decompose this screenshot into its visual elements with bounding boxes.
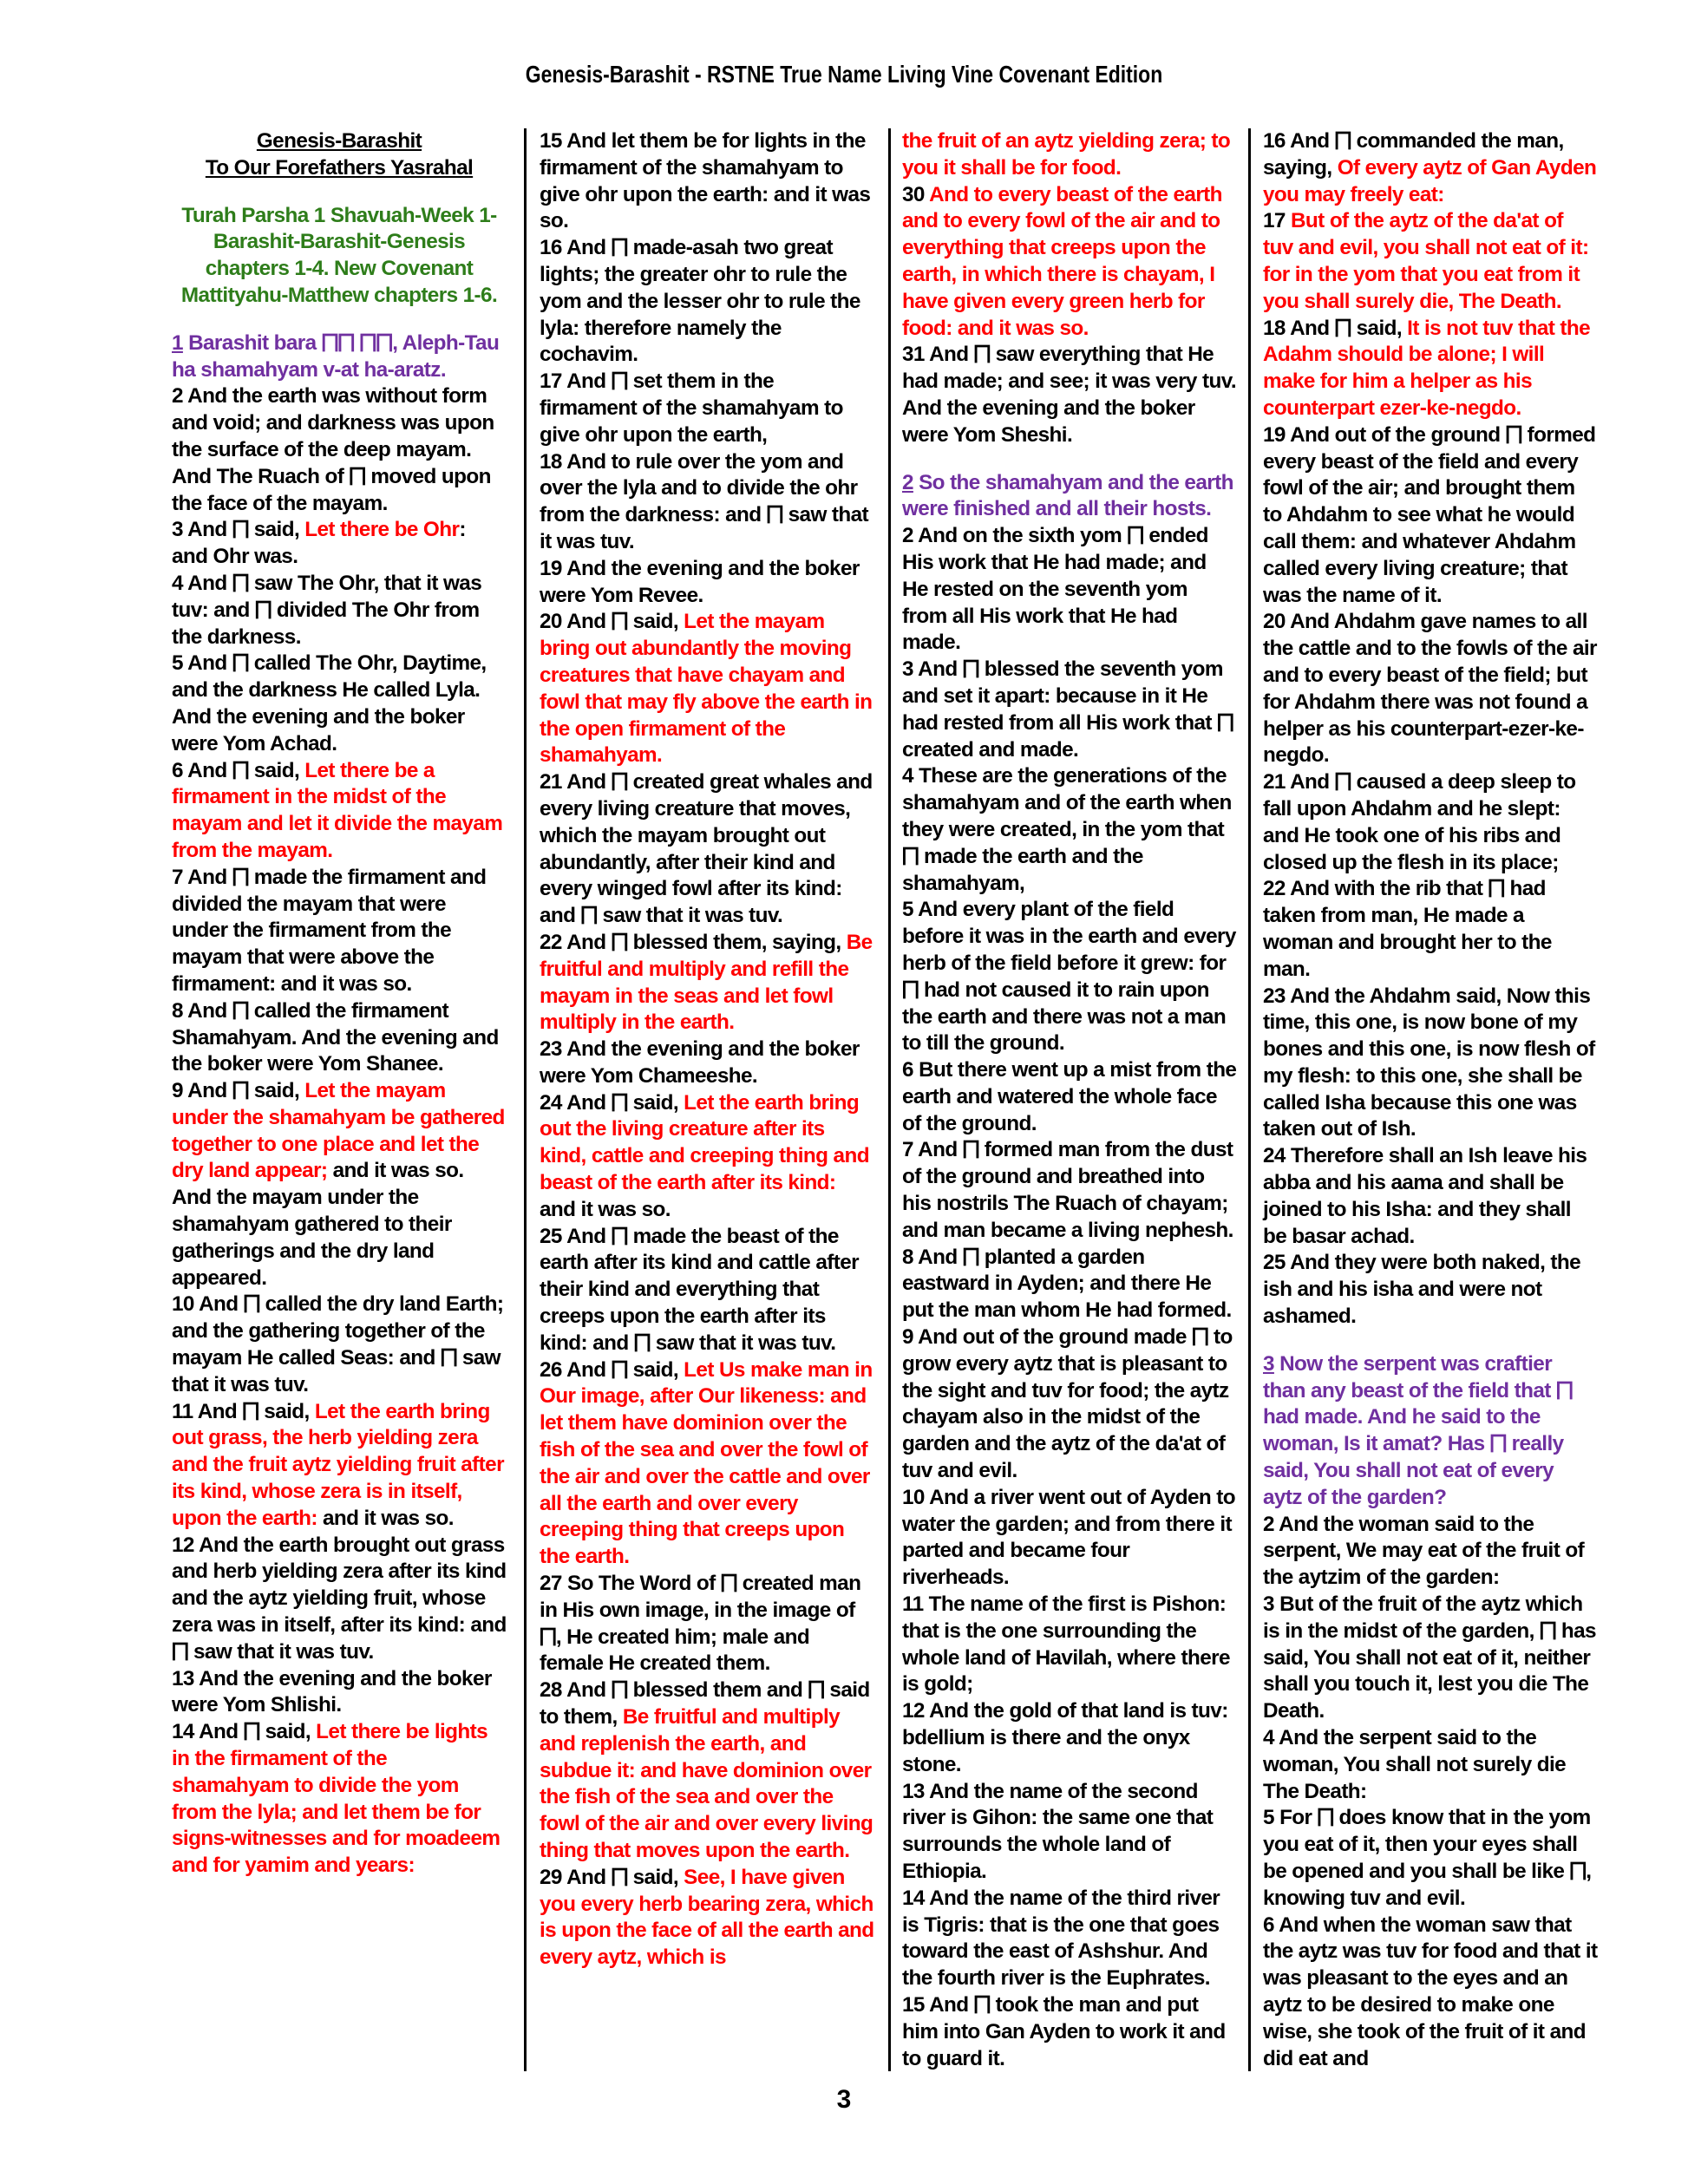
verse-text: 20 And ⨅ said, bbox=[540, 610, 684, 634]
verse: 3 And ⨅ blessed the seventh yom and set it apart: because in it He had rested from all His work that ⨅ created and made. bbox=[902, 657, 1233, 762]
verse bbox=[902, 182, 1237, 343]
verse: 15 And ⨅ took the man and put him into Gan Ayden to work it and to guard it. bbox=[902, 1992, 1226, 2070]
verse bbox=[540, 930, 874, 1036]
chapter-3-heading bbox=[1263, 1351, 1598, 1512]
spoken-words: the fruit of an aytz yielding zera; to you it shall be for food. bbox=[902, 129, 1231, 180]
chapter-verse: So the shamahyam and the earth were finished and all their hosts. bbox=[902, 470, 1233, 521]
verse-text: 26 And ⨅ said, bbox=[540, 1357, 684, 1382]
verse: 20 And Ahdahm gave names to all the cattle and to the fowls of the air and to every beast of the field; but for Ahdahm there was not found a helper as his counterpart-ezer-ke-negdo. bbox=[1263, 610, 1597, 768]
page-number: 3 bbox=[836, 2085, 852, 2114]
verse: 6 And when the woman saw that the aytz was tuv for food and that it was pleasant to the eyes and an aytz to be desired to make one wise, she took of the fruit of it and did eat and bbox=[1263, 1913, 1598, 2070]
verse: 27 So The Word of ⨅ created man in His own image, in the image of ⨅, He created him; male and female He created them. bbox=[540, 1572, 861, 1676]
verse-text: 22 And ⨅ blessed them, saying, bbox=[540, 930, 847, 954]
verse: 5 For ⨅ does know that in the yom you eat of it, then your eyes shall be opened and you shall be like ⨅, knowing tuv and evil. bbox=[1263, 1806, 1592, 1910]
page-header: Genesis-Barashit - RSTNE True Name Living Vine Covenant Edition bbox=[525, 61, 1163, 88]
chapter-2-heading bbox=[902, 470, 1237, 524]
verse bbox=[172, 1719, 507, 1880]
verse-text: and it was so. bbox=[540, 1197, 671, 1221]
verse bbox=[540, 1357, 874, 1571]
book-title: Genesis-Barashit bbox=[256, 129, 422, 153]
verse bbox=[540, 609, 874, 769]
chapter-verse: Now the serpent was craftier than any beast of the field that ⨅ had made. And he said to the woman, Is it amat? Has ⨅ really said, You shall not eat of every aytz of the garden? bbox=[1263, 1351, 1573, 1509]
column-rule bbox=[524, 128, 527, 2071]
verse: 16 And ⨅ made-asah two great lights; the greater ohr to rule the yom and the lesser ohr to rule the lyla: therefore namely the cochavim. bbox=[540, 236, 860, 367]
spoken-words: Be fruitful and multiply and replenish the earth, and subdue it: and have dominion over the fish of the sea and over the fowl of the air and over every living thing that moves upon the earth. bbox=[540, 1705, 873, 1862]
verse: 14 And the name of the third river is Tigris: that is the one that goes toward the east of Ashshur. And the fourth river is the Euphrates. bbox=[902, 1886, 1220, 1991]
verse bbox=[172, 758, 507, 865]
column-4 bbox=[1263, 128, 1598, 2072]
spoken-words: See, I have given you every herb bearing zera, which is upon the face of all the earth and every aytz, which is bbox=[540, 1865, 874, 1970]
verse-text: and it was so. bbox=[317, 1506, 454, 1530]
verse: 17 And ⨅ set them in the firmament of the shamahyam to give ohr upon the earth, bbox=[540, 369, 843, 447]
verse: 23 And the evening and the boker were Yom Chameeshe. bbox=[540, 1037, 860, 1088]
spoken-words: Let the earth bring out the living creature after its kind, cattle and creeping thing and beast of the earth after its kind: bbox=[540, 1090, 869, 1195]
verse bbox=[172, 517, 507, 571]
column-2 bbox=[540, 128, 874, 1971]
verse bbox=[172, 1078, 507, 1291]
chapter-verse: Barashit bara ⨅⨅ ⨅⨅, Aleph-Tau ha shamahyam v-at ha-aratz. bbox=[172, 330, 500, 382]
verse bbox=[540, 1677, 874, 1865]
parsha-heading: Turah Parsha 1 Shavuah-Week 1-Barashit-Barashit-Genesis chapters 1-4. New Covenant Mattityahu-Matthew chapters 1-6. bbox=[180, 203, 498, 307]
spoken-words: Let the mayam bring out abundantly the moving creatures that have chayam and fowl that may fly above the earth in the open firmament of the shamahyam. bbox=[540, 610, 873, 768]
column-1 bbox=[172, 128, 507, 1880]
verse: 11 The name of the first is Pishon: that is the one surrounding the whole land of Havilah, where there is gold; bbox=[902, 1592, 1230, 1697]
verse: 2 And on the sixth yom ⨅ ended His work that He had made; and He rested on the seventh yom from all His work that He had made. bbox=[902, 524, 1208, 655]
verse-text: 6 And ⨅ said, bbox=[172, 758, 305, 782]
verse: 12 And the earth brought out grass and herb yielding zera after its kind and the aytz yielding fruit, whose zera was in itself, after its kind: and ⨅ saw that it was tuv. bbox=[172, 1533, 507, 1664]
verse-text: 3 And ⨅ said, bbox=[172, 518, 305, 542]
verse: 10 And ⨅ called the dry land Earth; and the gathering together of the mayam He called Seas: and ⨅ saw that it was tuv. bbox=[172, 1292, 504, 1396]
verse: 3 But of the fruit of the aytz which is in the midst of the garden, ⨅ has said, You shall not eat of it, neither shall you touch it, lest you die The Death. bbox=[1263, 1592, 1596, 1723]
verse bbox=[1263, 208, 1598, 315]
verse bbox=[172, 1399, 507, 1533]
verse: 31 And ⨅ saw everything that He had made; and see; it was very tuv. And the evening and the boker were Yom Sheshi. bbox=[902, 343, 1236, 447]
spoken-words: Let there be lights in the firmament of the shamahyam to divide the yom from the lyla; and let them be for signs-witnesses and for moadeem and for yamim and years: bbox=[172, 1720, 501, 1878]
spoken-words: Let there be Ohr bbox=[304, 518, 460, 542]
verse: 19 And the evening and the boker were Yom Revee. bbox=[540, 556, 860, 607]
verse bbox=[540, 1090, 874, 1224]
verse-text: 16 And ⨅ commanded the man, saying, bbox=[1263, 129, 1564, 180]
verse-text: 24 And ⨅ said, bbox=[540, 1090, 684, 1115]
verse-text: and it was so. And the mayam under the shamahyam gathered to their gatherings and the dry land appeared. bbox=[172, 1159, 464, 1290]
verse-text: 14 And ⨅ said, bbox=[172, 1720, 317, 1744]
verse-text: 11 And ⨅ said, bbox=[172, 1399, 315, 1423]
column-3 bbox=[902, 128, 1237, 2072]
verse: 10 And a river went out of Ayden to water the garden; and from there it parted and became four riverheads. bbox=[902, 1485, 1235, 1590]
verse: 13 And the evening and the boker were Yom Shlishi. bbox=[172, 1666, 492, 1717]
verse: 25 And they were both naked, the ish and his isha and were not ashamed. bbox=[1263, 1251, 1581, 1329]
verse: 6 But there went up a mist from the earth and watered the whole face of the ground. bbox=[902, 1058, 1237, 1135]
chapter-1-heading bbox=[172, 330, 507, 384]
spoken-words: Let Us make man in Our image, after Our likeness: and let them have dominion over the fish of the sea and over the fowl of the air and over the cattle and over all the earth and over every creeping thing that creeps upon the earth. bbox=[540, 1357, 873, 1569]
spoken-words: It is not tuv that the Adahm should be alone; I will make for him a helper as his counterpart ezer-ke-negdo. bbox=[1263, 316, 1591, 420]
verse: 18 And to rule over the yom and over the lyla and to divide the ohr from the darkness: and ⨅ saw that it was tuv. bbox=[540, 449, 869, 553]
verse: 22 And with the rib that ⨅ had taken from man, He made a woman and brought her to the man. bbox=[1263, 877, 1552, 981]
verse: 4 And ⨅ saw The Ohr, that it was tuv: and ⨅ divided The Ohr from the darkness. bbox=[172, 571, 482, 649]
verse: 2 And the woman said to the serpent, We may eat of the fruit of the aytzim of the garden: bbox=[1263, 1512, 1585, 1590]
verse: 9 And out of the ground made ⨅ to grow every aytz that is pleasant to the sight and tuv for food; the aytz chayam also in the midst of the garden and the aytz of the da'at of tuv and evil. bbox=[902, 1325, 1233, 1483]
verse: 12 And the gold of that land is tuv: bdellium is there and the onyx stone. bbox=[902, 1699, 1228, 1776]
verse bbox=[1263, 128, 1598, 208]
spoken-words: Of every aytz of Gan Ayden you may freely eat: bbox=[1263, 155, 1597, 206]
verse-text: : and Ohr was. bbox=[172, 518, 466, 569]
verse bbox=[1263, 316, 1598, 422]
book-subtitle: To Our Forefathers Yasrahal bbox=[205, 155, 474, 180]
verse bbox=[540, 1865, 874, 1971]
verse: 8 And ⨅ planted a garden eastward in Ayden; and there He put the man whom He had formed. bbox=[902, 1245, 1232, 1323]
chapter-number: 1 bbox=[172, 330, 183, 355]
verse-text: 17 bbox=[1263, 209, 1291, 233]
column-rule bbox=[1248, 128, 1251, 2071]
spoken-words: And to every beast of the earth and to every fowl of the air and to everything that creeps upon the earth, in which there is chayam, I have given every green herb for food: and it was so. bbox=[902, 182, 1222, 340]
verse: 7 And ⨅ made the firmament and divided the mayam that were under the firmament from the mayam that were above the firmament: and it was so. bbox=[172, 865, 487, 996]
verse-text: 9 And ⨅ said, bbox=[172, 1079, 305, 1103]
chapter-number: 3 bbox=[1263, 1351, 1274, 1376]
verse: 25 And ⨅ made the beast of the earth after its kind and cattle after their kind and everything that creeps upon the earth after its kind: and ⨅ saw that it was tuv. bbox=[540, 1224, 860, 1355]
spoken-words: Let the earth bring out grass, the herb yielding zera and the fruit aytz yielding fruit after its kind, whose zera is in itself, upon the earth: bbox=[172, 1399, 504, 1530]
verse: 5 And every plant of the field before it was in the earth and every herb of the field before it grew: for ⨅ had not caused it to rain upon the earth and there was not a man to till the ground. bbox=[902, 898, 1236, 1056]
spoken-words: Let there be a firmament in the midst of the mayam and let it divide the mayam from the mayam. bbox=[172, 758, 503, 862]
verse-text: 30 bbox=[902, 182, 930, 206]
verse-text: 29 And ⨅ said, bbox=[540, 1865, 684, 1889]
chapter-number: 2 bbox=[902, 470, 913, 494]
verse-text: 28 And ⨅ blessed them and ⨅ said to them, bbox=[540, 1678, 870, 1730]
spacer bbox=[902, 449, 1237, 470]
verse: 13 And the name of the second river is Gihon: the same one that surrounds the whole land of Ethiopia. bbox=[902, 1779, 1214, 1883]
verse-text: 18 And ⨅ said, bbox=[1263, 316, 1408, 340]
verse: 21 And ⨅ created great whales and every living creature that moves, which the mayam brought out abundantly, after their kind and every winged fowl after its kind: and ⨅ saw that it was tuv. bbox=[540, 770, 873, 928]
verse: 4 And the serpent said to the woman, You shall not surely die The Death: bbox=[1263, 1726, 1567, 1803]
spoken-words: But of the aytz of the da'at of tuv and evil, you shall not eat of it: for in the yom that you eat from it you shall surely die, The Death. bbox=[1263, 209, 1589, 313]
column-rule bbox=[888, 128, 891, 2071]
verse: 23 And the Ahdahm said, Now this time, this one, is now bone of my bones and this one, is now flesh of my flesh: to this one, she shall be called Isha because this one was taken out of Ish. bbox=[1263, 984, 1595, 1141]
verse: 24 Therefore shall an Ish leave his abba and his aama and shall be joined to his Isha: and they shall be basar achad. bbox=[1263, 1144, 1587, 1248]
verse: 2 And the earth was without form and void; and darkness was upon the surface of the deep mayam. And The Ruach of ⨅ moved upon the face of the mayam. bbox=[172, 384, 494, 515]
verse: 5 And ⨅ called The Ohr, Daytime, and the darkness He called Lyla. And the evening and the boker were Yom Achad. bbox=[172, 651, 487, 755]
verse: 4 These are the generations of the shamahyam and of the earth when they were created, in the yom that ⨅ made the earth and the shamahyam, bbox=[902, 764, 1232, 895]
verse: 15 And let them be for lights in the firmament of the shamahyam to give ohr upon the earth: and it was so. bbox=[540, 129, 871, 233]
verse: 8 And ⨅ called the firmament Shamahyam. And the evening and the boker were Yom Shanee. bbox=[172, 998, 499, 1076]
spoken-words: Be fruitful and multiply and refill the mayam in the seas and let fowl multiply in the earth. bbox=[540, 930, 873, 1035]
spacer bbox=[1263, 1331, 1598, 1351]
spoken-words: Let the mayam under the shamahyam be gathered together to one place and let the dry land appear; bbox=[172, 1079, 505, 1183]
verse: 7 And ⨅ formed man from the dust of the ground and breathed into his nostrils The Ruach of chayam; and man became a living nephesh. bbox=[902, 1138, 1233, 1242]
verse: 21 And ⨅ caused a deep sleep to fall upon Ahdahm and he slept: and He took one of his ribs and closed up the flesh in its place; bbox=[1263, 770, 1576, 874]
verse: 19 And out of the ground ⨅ formed every beast of the field and every fowl of the air; and brought them to Ahdahm to see what he would call them: and whatever Ahdahm called every living creature; that was the name of it. bbox=[1263, 422, 1596, 607]
